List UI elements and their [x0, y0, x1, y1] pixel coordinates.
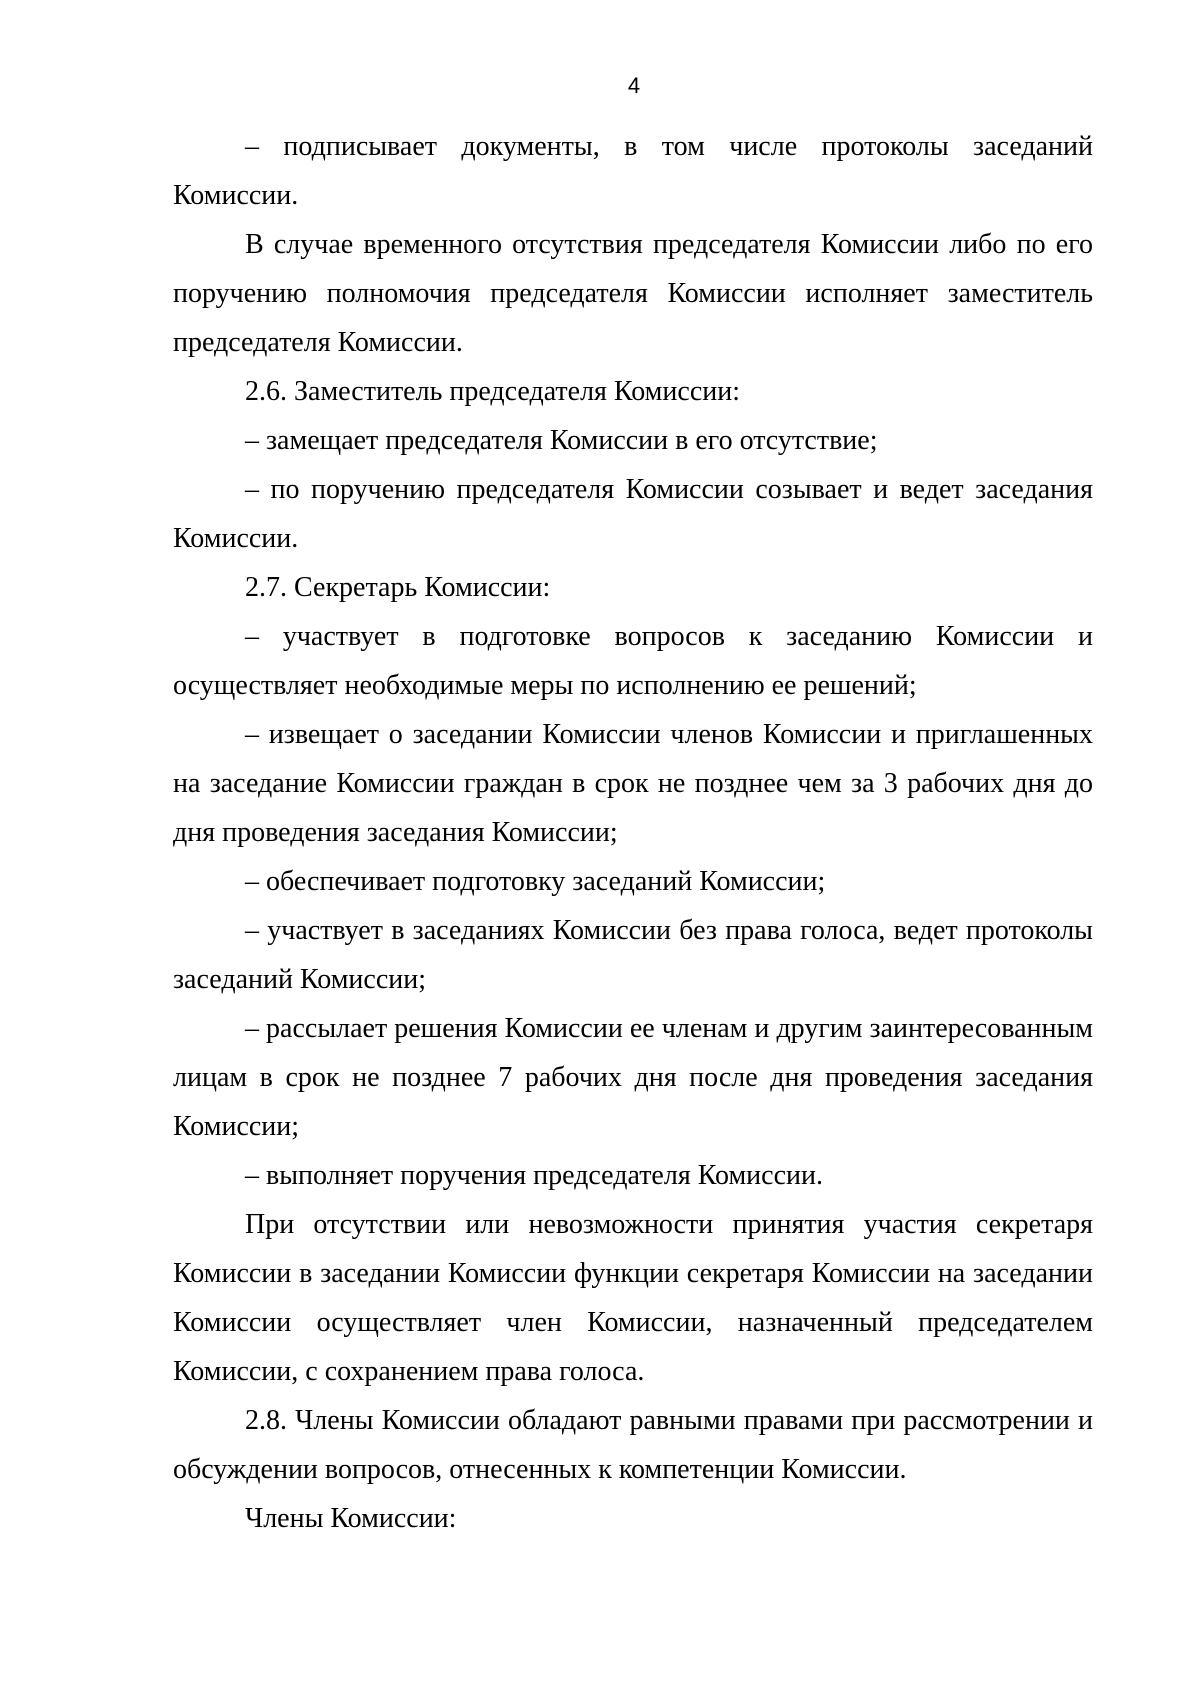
paragraph-signs-documents: – подписывает документы, в том числе протоколы заседаний Комиссии. — [173, 131, 1093, 211]
paragraph-secretary-absence: При отсутствии или невозможности принятия участия секретаря Комиссии в заседании Комиссии функции секретаря Комиссии на заседании Комиссии осуществляет член Комиссии, назначенный председателем Комиссии, с сохранением права голоса. — [173, 1209, 1093, 1387]
paragraph-deputy-convenes: – по поручению председателя Комиссии созывает и ведет заседания Комиссии. — [173, 474, 1093, 554]
document-body — [173, 122, 1093, 1543]
paragraph-members-heading: Члены Комиссии: — [245, 1503, 457, 1534]
paragraph-secretary-ensures: – обеспечивает подготовку заседаний Комиссии; — [245, 866, 826, 897]
paragraph-secretary-minutes: – участвует в заседаниях Комиссии без права голоса, ведет протоколы заседаний Комиссии; — [173, 915, 1093, 995]
paragraph-secretary-notifies: – извещает о заседании Комиссии членов Комиссии и приглашенных на заседание Комиссии граждан в срок не позднее чем за 3 рабочих дня до дня проведения заседания Комиссии; — [173, 719, 1093, 848]
paragraph-secretary-prepares: – участвует в подготовке вопросов к заседанию Комиссии и осуществляет необходимые меры по исполнению ее решений; — [173, 621, 1093, 701]
page-number: 4 — [627, 73, 641, 98]
paragraph-secretary-sends: – рассылает решения Комиссии ее членам и другим заинтересованным лицам в срок не позднее 7 рабочих дня после дня проведения заседания Комиссии; — [173, 1013, 1093, 1142]
paragraph-section-2-7: 2.7. Секретарь Комиссии: — [245, 572, 551, 603]
paragraph-deputy-replaces: – замещает председателя Комиссии в его отсутствие; — [245, 425, 878, 456]
paragraph-section-2-8: 2.8. Члены Комиссии обладают равными правами при рассмотрении и обсуждении вопросов, отнесенных к компетенции Комиссии. — [173, 1405, 1093, 1485]
paragraph-section-2-6: 2.6. Заместитель председателя Комиссии: — [245, 376, 740, 407]
paragraph-secretary-executes: – выполняет поручения председателя Комиссии. — [245, 1160, 823, 1191]
paragraph-chair-absence: В случае временного отсутствия председателя Комиссии либо по его поручению полномочия председателя Комиссии исполняет заместитель председателя Комиссии. — [173, 229, 1093, 358]
